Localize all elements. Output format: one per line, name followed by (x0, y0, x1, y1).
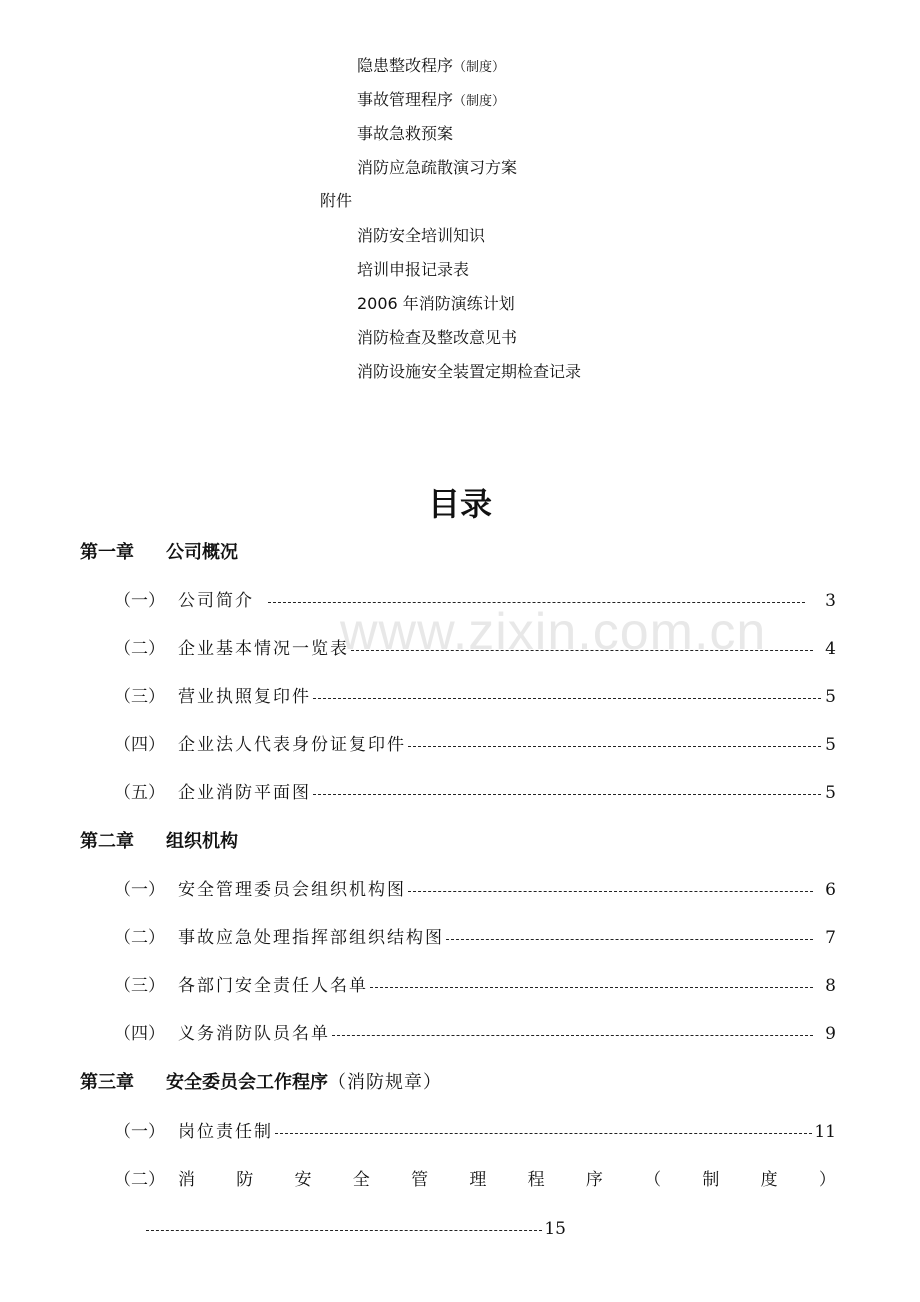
attachment-item: 2006 年消防演练计划 (357, 294, 515, 313)
attachments-heading: 附件 (320, 191, 353, 210)
top-item: 事故管理程序（制度） (357, 90, 506, 109)
toc-entry[interactable]: （三） 各部门安全责任人名单 8 (114, 976, 836, 996)
top-item: 隐患整改程序（制度） (357, 56, 506, 75)
page-number: 15 (544, 1219, 566, 1239)
attachment-item: 消防设施安全装置定期检查记录 (357, 362, 582, 381)
toc-entry[interactable]: （四） 义务消防队员名单 9 (114, 1024, 836, 1044)
toc-title: 目录 (427, 485, 492, 523)
chapter-heading: 第一章 公司概况 (80, 542, 238, 563)
toc-entry[interactable]: （二） 企业基本情况一览表 4 (114, 639, 836, 659)
toc-entry[interactable]: （一） 公司简介 3 (114, 591, 836, 611)
watermark: www.zixin.com.cn (340, 603, 767, 661)
chapter-heading: 第三章 安全委员会工作程序（消防规章） (80, 1072, 442, 1093)
toc-entry-spread[interactable]: （二） 消 防 安 全 管 理 程 序 （ 制 度 ） (114, 1166, 836, 1194)
spread-chars: 消 防 安 全 管 理 程 序 （ 制 度 ） (178, 1170, 836, 1190)
toc-entry[interactable]: （四） 企业法人代表身份证复印件 5 (114, 735, 836, 755)
attachment-item: 消防检查及整改意见书 (357, 328, 518, 347)
toc-entry[interactable]: （一） 岗位责任制 11 (114, 1122, 836, 1142)
toc-entry[interactable]: （三） 营业执照复印件 5 (114, 687, 836, 707)
toc-entry[interactable]: （二） 事故应急处理指挥部组织结构图 7 (114, 928, 836, 948)
top-item: 消防应急疏散演习方案 (357, 158, 518, 177)
attachment-item: 培训申报记录表 (357, 260, 470, 279)
top-item: 事故急救预案 (357, 124, 454, 143)
toc-entry-continuation (146, 1216, 566, 1242)
toc-entry[interactable]: （一） 安全管理委员会组织机构图 6 (114, 880, 836, 900)
attachment-item: 消防安全培训知识 (357, 226, 486, 245)
chapter-heading: 第二章 组织机构 (80, 831, 238, 852)
toc-entry[interactable]: （五） 企业消防平面图 5 (114, 783, 836, 803)
